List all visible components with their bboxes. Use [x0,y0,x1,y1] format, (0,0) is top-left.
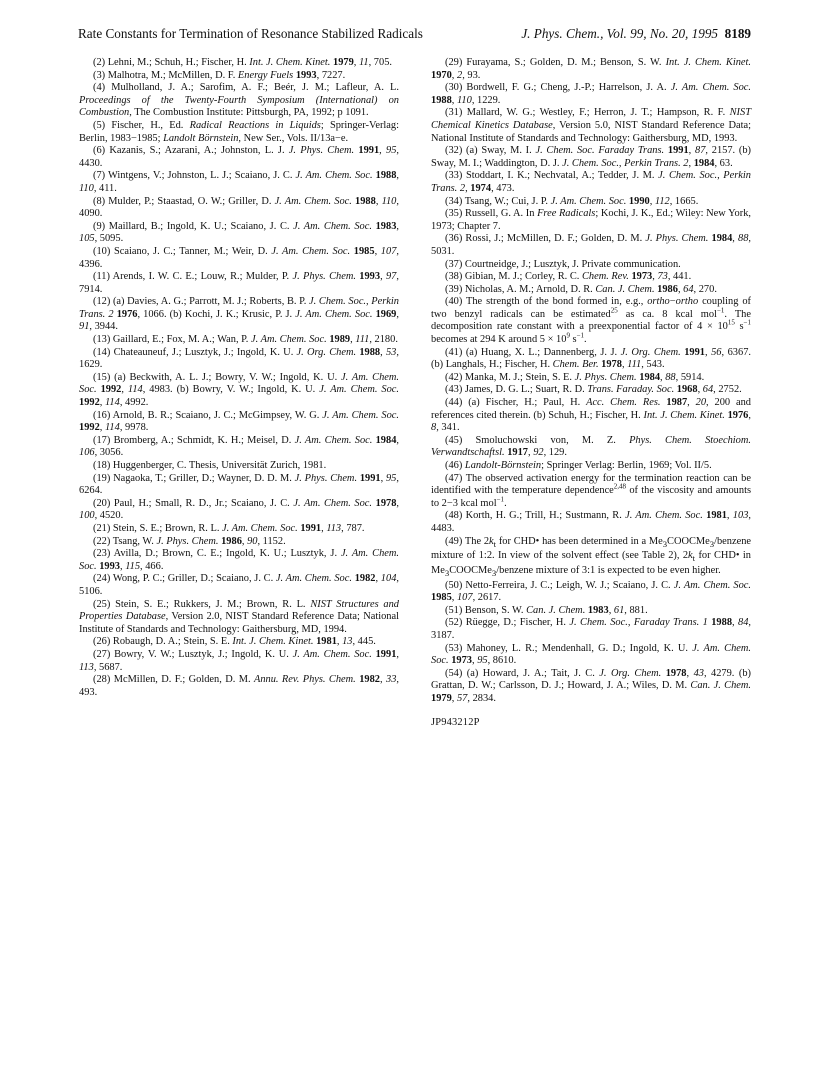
reference-item: (14) Chateauneuf, J.; Lusztyk, J.; Ingold, K. U. J. Org. Chem. 1988, 53, 1629. [79,346,399,371]
reference-item: (47) The observed activation energy for the termination reaction can be identified with the temperature dependence$^{2,48}$ of the viscosity and amounts to 2−3 kcal mol$^{-1}$. [431,472,751,509]
reference-item: (35) Russell, G. A. In Free Radicals; Kochi, J. K., Ed.; Wiley: New York, 1973; Chapter 7. [431,208,751,232]
reference-item: (12) (a) Davies, A. G.; Parrott, M. J.; Roberts, B. P. J. Chem. Soc., Perkin Trans. 2 1976, 1066. (b) Kochi, J. K.; Krusic, P. J. J. Am. Chem. Soc. 1969, 91, 3944. [79,296,399,333]
reference-item: (46) Landolt-Börnstein; Springer Verlag: Berlin, 1969; Vol. II/5. [445,460,712,471]
document-code: JP943212P [431,716,480,728]
reference-item: (11) Arends, I. W. C. E.; Louw, R.; Mulder, P. J. Phys. Chem. 1993, 97, 7914. [79,271,399,295]
reference-item: (41) (a) Huang, X. L.; Dannenberg, J. J. J. Org. Chem. 1991, 56, 6367. (b) Langhals, H.; Fischer, H. Chem. Ber. 1978, 111, 543. [431,346,751,371]
reference-item: (9) Maillard, B.; Ingold, K. U.; Scaiano, J. C. J. Am. Chem. Soc. 1983, 105, 5095. [79,220,399,245]
reference-item: (15) (a) Beckwith, A. L. J.; Bowry, V. W.; Ingold, K. U. J. Am. Chem. Soc. 1992, 114, 4983. (b) Bowry, V. W.; Ingold, K. U. J. Am. Chem. Soc. 1992, 114, 4992. [79,371,399,409]
reference-item: (40) The strength of the bond formed in, e.g., ortho−ortho coupling of two benzyl radicals can be estimated$^{25}$ as ca. 8 kcal mol$^{-1}$. The decomposition rate constant with a preexponential factor of $4 \times 10^{15}$ $s^{-1}$ becomes at 294 K around $5 \times 10^9$ $s^{-1}$. [431,296,751,346]
reference-item: (24) Wong, P. C.; Griller, D.; Scaiano, J. C. J. Am. Chem. Soc. 1982, 104, 5106. [79,573,399,597]
reference-item: (49) The $2k_t$ for CHD• has been determined in a $Me_3COOCMe_3$/benzene mixture of 1:2. In view of the solvent effect (see Table 2), $2k_t$ for CHD• in $Me_3COOCMe_3$/benzene mixture of 3:1 is expected to be even higher. [431,535,752,578]
reference-item: (4) Mulholland, J. A.; Sarofim, A. F.; Beér, J. M.; Lafleur, A. L. Proceedings of the Twenty-Fourth Symposium (International) on Combustion, The Combustion Institute: Pittsburgh, PA, 1992; p 1091. [79,82,399,119]
reference-item: (18) Huggenberger, C. Thesis, Universität Zurich, 1981. [93,460,327,471]
reference-item: (30) Bordwell, F. G.; Cheng, J.-P.; Harrelson, J. A. J. Am. Chem. Soc. 1988, 110, 1229. [431,82,751,106]
reference-item: (43) James, D. G. L.; Suart, R. D. Trans. Faraday. Soc. 1968, 64, 2752. [445,384,742,396]
reference-item: (48) Korth, H. G.; Trill, H.; Sustmann, R. J. Am. Chem. Soc. 1981, 103, 4483. [431,510,751,534]
reference-item: (21) Stein, S. E.; Brown, R. L. J. Am. Chem. Soc. 1991, 113, 787. [93,522,365,534]
reference-item: (25) Stein, S. E.; Rukkers, J. M.; Brown, R. L. NIST Structures and Properties Database, Version 2.0, NIST Standard Reference Data; National Institute of Standards and Technology: Gaithersburg, MD, 1994. [79,598,399,635]
reference-item: (5) Fischer, H., Ed. Radical Reactions in Liquids; Springer-Verlag: Berlin, 1983−1985; Landolt Börnstein, New Ser., Vols. II/13a−e. [79,119,399,144]
references-list [431,57,751,706]
references-left-column [79,57,399,699]
page-number: 8189 [724,26,751,41]
reference-item: (34) Tsang, W.; Cui, J. P. J. Am. Chem. Soc. 1990, 112, 1665. [445,195,699,207]
reference-item: (31) Mallard, W. G.; Westley, F.; Herron, J. T.; Hampson, R. F. NIST Chemical Kinetics Database, Version 5.0, NIST Standard Reference Data; National Institute of Standards and Technology: Gaithersburg, MD, 1993. [431,107,751,144]
reference-item: (54) (a) Howard, J. A.; Tait, J. C. J. Org. Chem. 1978, 43, 4279. (b) Grattan, D. W.; Carlsson, D. J.; Howard, J. A.; Wiles, D. M. Can. J. Chem. 1979, 57, 2834. [431,667,751,704]
reference-item: (17) Bromberg, A.; Schmidt, K. H.; Meisel, D. J. Am. Chem. Soc. 1984, 106, 3056. [79,434,399,459]
reference-item: (8) Mulder, P.; Staastad, O. W.; Griller, D. J. Am. Chem. Soc. 1988, 110, 4090. [79,195,399,220]
page-header [78,26,751,44]
reference-item: (3) Malhotra, M.; McMillen, D. F. Energy Fuels 1993, 7227. [93,69,346,81]
reference-item: (33) Stoddart, I. K.; Nechvatal, A.; Tedder, J. M. J. Chem. Soc., Perkin Trans. 2, 1974, 473. [431,170,751,194]
reference-item: (37) Courtneidge, J.; Lusztyk, J. Private communication. [445,258,681,270]
reference-item: (16) Arnold, B. R.; Scaiano, J. C.; McGimpsey, W. G. J. Am. Chem. Soc. 1992, 114, 9978. [79,409,399,434]
reference-item: (29) Furayama, S.; Golden, D. M.; Benson, S. W. Int. J. Chem. Kinet. 1970, 2, 93. [431,57,751,81]
reference-item: (52) Rüegge, D.; Fischer, H. J. Chem. Soc., Faraday Trans. 1 1988, 84, 3187. [431,617,751,641]
references-right-column [431,57,751,729]
reference-item: (53) Mahoney, L. R.; Mendenhall, G. D.; Ingold, K. U. J. Am. Chem. Soc. 1973, 95, 8610. [431,642,751,667]
reference-item: (7) Wintgens, V.; Johnston, L. J.; Scaiano, J. C. J. Am. Chem. Soc. 1988, 110, 411. [79,170,400,194]
reference-item: (44) (a) Fischer, H.; Paul, H. Acc. Chem. Res. 1987, 20, 200 and references cited therein. (b) Schuh, H.; Fischer, H. Int. J. Chem. Kinet. 1976, 8, 341. [431,397,751,434]
reference-item: (28) McMillen, D. F.; Golden, D. M. Annu. Rev. Phys. Chem. 1982, 33, 493. [79,674,399,698]
reference-item: (19) Nagaoka, T.; Griller, D.; Wayner, D. D. M. J. Phys. Chem. 1991, 95, 6264. [79,472,399,497]
journal-info: J. Phys. Chem., Vol. 99, No. 20, 1995 [521,26,719,41]
reference-item: (32) (a) Sway, M. I. J. Chem. Soc. Faraday Trans. 1991, 87, 2157. (b) Sway, M. I.; Waddington, D. J. J. Chem. Soc., Perkin Trans. 2, 1984, 63. [431,145,751,169]
reference-item: (22) Tsang, W. J. Phys. Chem. 1986, 90, 1152. [93,535,286,547]
reference-item: (23) Avilla, D.; Brown, C. E.; Ingold, K. U.; Lusztyk, J. J. Am. Chem. Soc. 1993, 115, 466. [79,548,399,572]
running-title: Rate Constants for Termination of Resonance Stabilized Radicals [78,26,423,41]
reference-item: (50) Netto-Ferreira, J. C.; Leigh, W. J.; Scaiano, J. C. J. Am. Chem. Soc. 1985, 107, 2617. [431,579,752,604]
reference-item: (45) Smoluchowski von, M. Z. Phys. Chem. Stoechiom. Verwandtschaftsl. 1917, 92, 129. [431,434,751,459]
reference-item: (13) Gaillard, E.; Fox, M. A.; Wan, P. J. Am. Chem. Soc. 1989, 111, 2180. [93,334,398,346]
reference-item: (27) Bowry, V. W.; Lusztyk, J.; Ingold, K. U. J. Am. Chem. Soc. 1991, 113, 5687. [79,648,399,673]
reference-item: (51) Benson, S. W. Can. J. Chem. 1983, 61, 881. [445,604,648,616]
reference-item: (20) Paul, H.; Small, R. D., Jr.; Scaiano, J. C. J. Am. Chem. Soc. 1978, 100, 4520. [79,497,400,522]
reference-item: (6) Kazanis, S.; Azarani, A.; Johnston, L. J. J. Phys. Chem. 1991, 95, 4430. [79,145,399,169]
reference-item: (26) Robaugh, D. A.; Stein, S. E. Int. J. Chem. Kinet. 1981, 13, 445. [93,636,376,648]
reference-item: (42) Manka, M. J.; Stein, S. E. J. Phys. Chem. 1984, 88, 5914. [445,371,705,383]
reference-item: (36) Rossi, J.; McMillen, D. F.; Golden, D. M. J. Phys. Chem. 1984, 88, 5031. [431,233,751,257]
reference-item: (38) Gibian, M. J.; Corley, R. C. Chem. Rev. 1973, 73, 441. [445,271,692,283]
journal-citation [521,26,751,42]
reference-item: (39) Nicholas, A. M.; Arnold, D. R. Can. J. Chem. 1986, 64, 270. [445,283,717,295]
reference-item: (10) Scaiano, J. C.; Tanner, M.; Weir, D. J. Am. Chem. Soc. 1985, 107, 4396. [79,245,399,270]
reference-item: (2) Lehni, M.; Schuh, H.; Fischer, H. Int. J. Chem. Kinet. 1979, 11, 705. [93,57,392,68]
